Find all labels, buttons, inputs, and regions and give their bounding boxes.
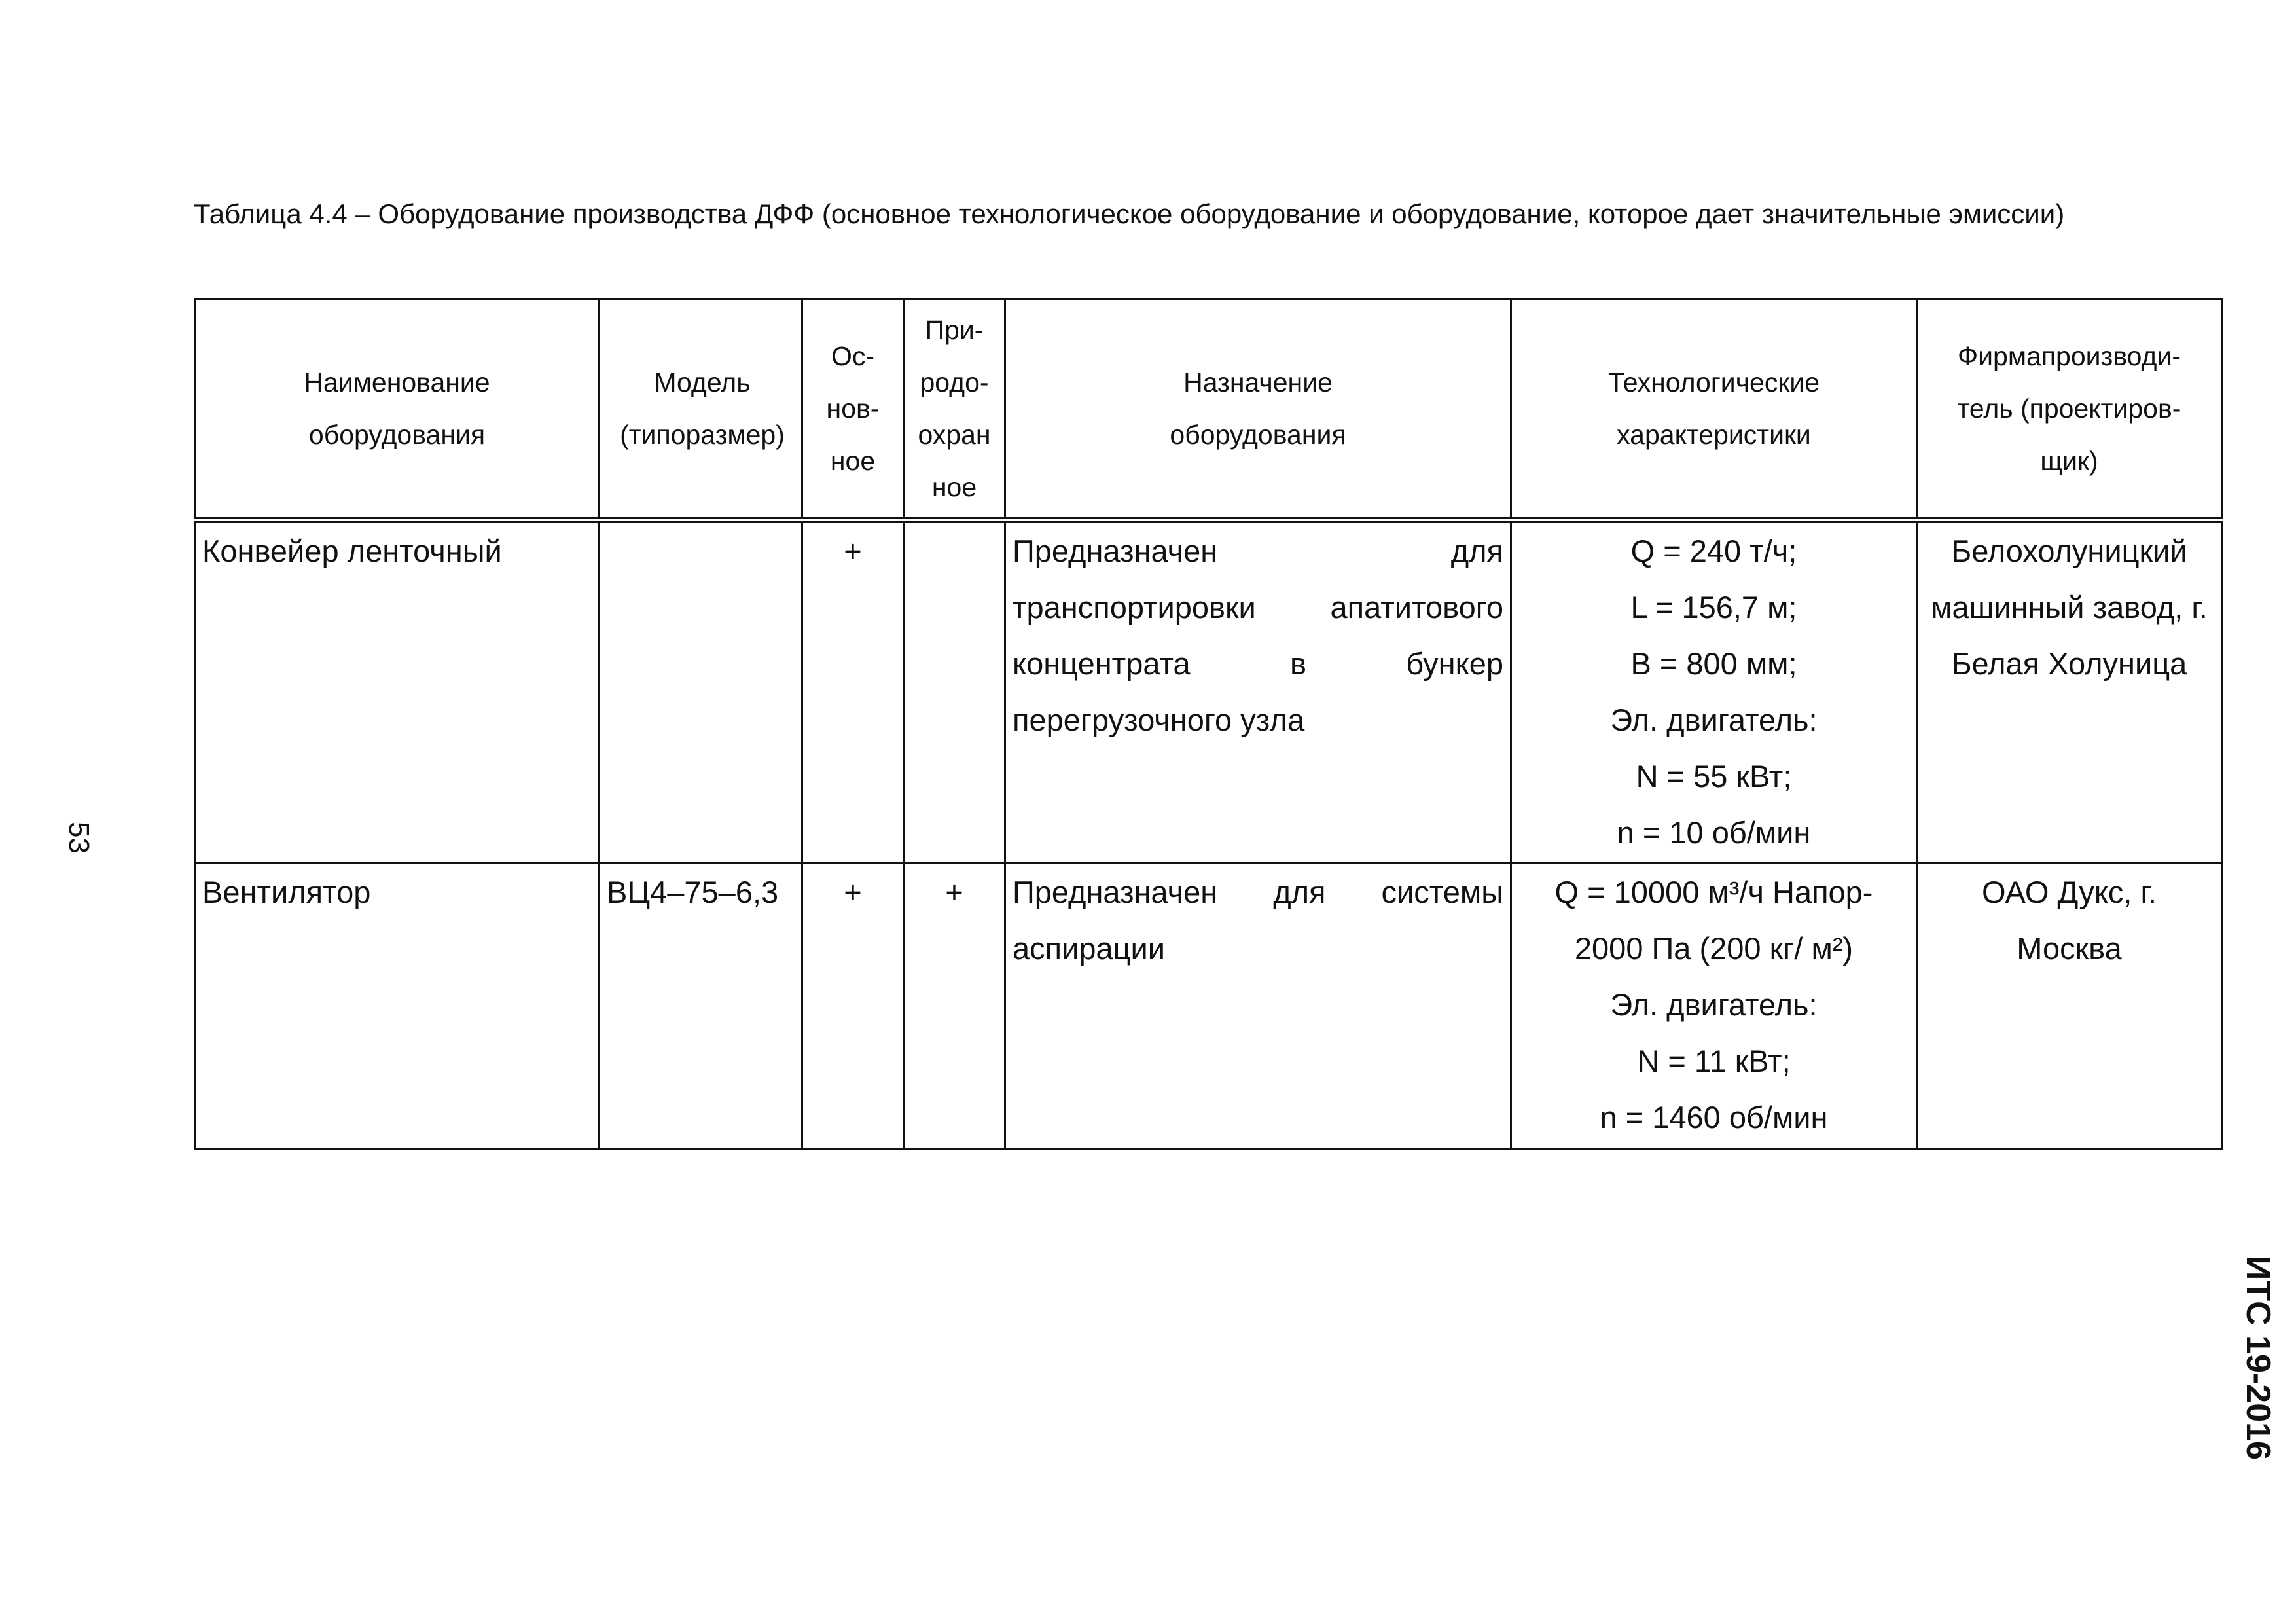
cell-main: + [802,864,904,1149]
cell-environmental: + [904,864,1005,1149]
header-main: Ос- нов- ное [802,299,904,520]
table-caption: Таблица 4.4 – Оборудование производства ДФФ (основное технологическое оборудование и оборудование, которое дает значительные эмиссии) [194,198,2065,229]
page-number: 53 [63,822,95,854]
table-row [195,520,2222,864]
header-purpose: Назначение оборудования [1005,299,1511,520]
cell-model: ВЦ4–75–6,3 [600,864,802,1149]
header-model: Модель (типоразмер) [600,299,802,520]
cell-main: + [802,520,904,864]
table-header-row [195,299,2222,520]
header-specs: Технологические характеристики [1511,299,1917,520]
header-equipment-name: Наименование оборудования [195,299,600,520]
cell-model [600,520,802,864]
cell-name: Вентилятор [195,864,600,1149]
cell-manufacturer: Белохолуницкий машинный завод, г. Белая Холуница [1917,520,2222,864]
equipment-table [194,298,2223,1150]
cell-environmental [904,520,1005,864]
cell-name: Конвейер ленточный [195,520,600,864]
header-environmental: При- родо- охран ное [904,299,1005,520]
cell-manufacturer: ОАО Дукс, г. Москва [1917,864,2222,1149]
header-manufacturer: Фирмапроизводи- тель (проектиров- щик) [1917,299,2222,520]
cell-specs: Q = 10000 м³/ч Напор- 2000 Па (200 кг/ м²) Эл. двигатель: N = 11 кВт; n = 1460 об/мин [1511,864,1917,1149]
cell-purpose: Предназначен для системы аспирации [1005,864,1511,1149]
cell-purpose: Предназначен для транспортировки апатитового концентрата в бункер перегрузочного узла [1005,520,1511,864]
cell-specs: Q = 240 т/ч; L = 156,7 м; B = 800 мм; Эл. двигатель: N = 55 кВт; n = 10 об/мин [1511,520,1917,864]
table-row [195,864,2222,1149]
document-code: ИТС 19-2016 [2239,1256,2277,1460]
